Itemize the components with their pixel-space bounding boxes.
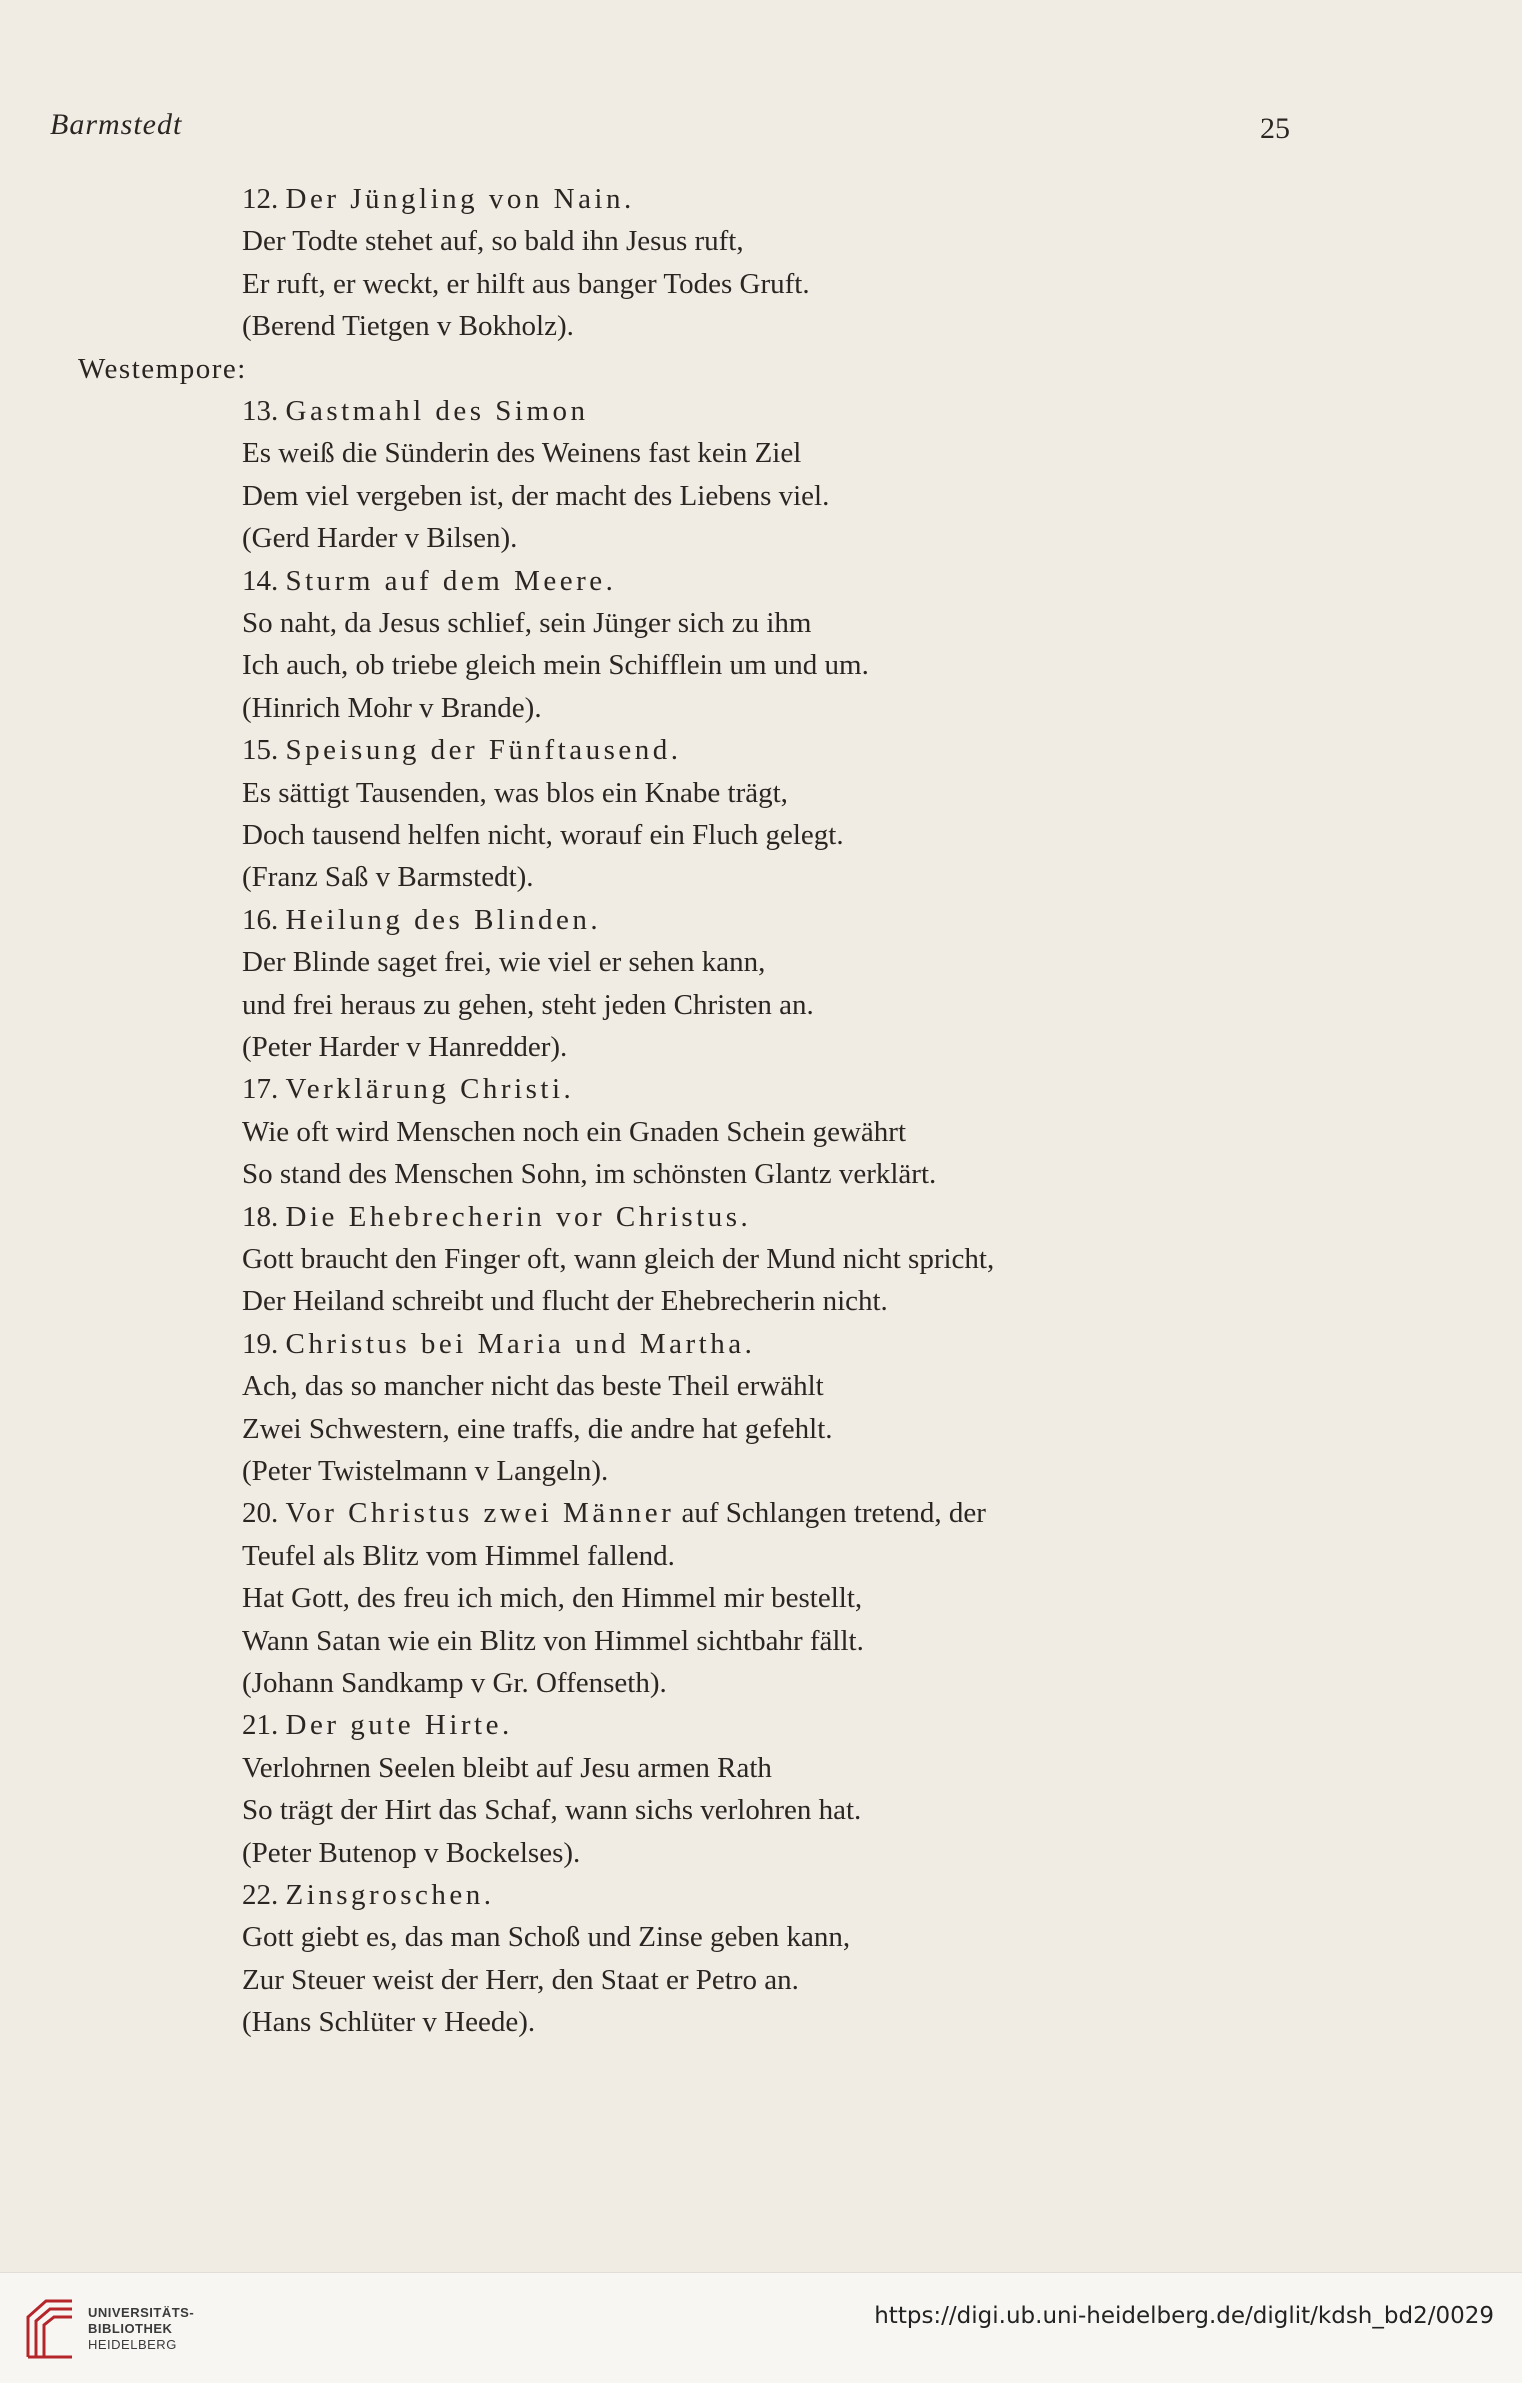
entry-number: 13. — [242, 395, 279, 427]
entry-title: Christus bei Maria und Martha. — [285, 1327, 756, 1360]
entry-title-line — [242, 1196, 751, 1238]
text-line: (Peter Harder v Hanredder). — [242, 1031, 568, 1063]
entry-title-line — [242, 178, 635, 220]
page-number: 25 — [1260, 112, 1290, 145]
entry-number: 18. — [242, 1200, 279, 1233]
entry-title-line — [242, 390, 589, 432]
permalink-url[interactable]: https://digi.ub.uni-heidelberg.de/diglit/kdsh_bd2/0029 — [874, 2303, 1494, 2329]
running-title: Barmstedt — [50, 108, 183, 141]
entry-number: 14. — [242, 564, 279, 597]
text-line: Der Heiland schreibt und flucht der Ehebrecherin nicht. — [242, 1285, 888, 1318]
text-line: Es sättigt Tausenden, was blos ein Knabe trägt, — [242, 776, 788, 809]
text-line: (Berend Tietgen v Bokholz). — [242, 310, 574, 343]
entry-title-line — [242, 1704, 513, 1746]
entry-title: Gastmahl des Simon — [285, 395, 589, 427]
entry-title: Der Jüngling von Nain. — [285, 183, 635, 215]
entry-title: Vor Christus zwei Männer — [285, 1497, 675, 1530]
entry-title-line — [242, 1068, 574, 1110]
entry-number: 21. — [242, 1709, 279, 1742]
viewer-footer — [0, 2272, 1522, 2383]
entry-number: 17. — [242, 1073, 279, 1106]
entry-title-line — [242, 560, 616, 602]
text-line: So naht, da Jesus schlief, sein Jünger sich zu ihm — [242, 607, 812, 639]
text-line: Er ruft, er weckt, er hilft aus banger Todes Gruft. — [242, 267, 810, 300]
entry-title-line — [242, 1492, 986, 1534]
text-line: Hat Gott, des freu ich mich, den Himmel mir bestellt, — [242, 1582, 863, 1615]
text-line: Teufel als Blitz vom Himmel fallend. — [242, 1539, 675, 1572]
text-line: (Peter Butenop v Bockelses). — [242, 1836, 581, 1869]
text-line: Es weiß die Sünderin des Weinens fast kein Ziel — [242, 437, 802, 470]
text-line: So stand des Menschen Sohn, im schönsten Glantz verklärt. — [242, 1158, 937, 1191]
entry-title: Zinsgroschen. — [285, 1879, 495, 1911]
entry-number: 16. — [242, 903, 279, 936]
text-line: (Gerd Harder v Bilsen). — [242, 522, 518, 555]
entry-number: 12. — [242, 183, 279, 215]
text-line: Doch tausend helfen nicht, worauf ein Fluch gelegt. — [242, 819, 844, 851]
entry-title-line — [242, 1874, 495, 1916]
library-logo-icon — [20, 2291, 80, 2363]
entry-title: Sturm auf dem Meere. — [285, 564, 617, 597]
text-line: So trägt der Hirt das Schaf, wann sichs verlohren hat. — [242, 1794, 862, 1827]
text-line: Der Todte stehet auf, so bald ihn Jesus ruft, — [242, 225, 744, 258]
text-line: Verlohrnen Seelen bleibt auf Jesu armen Rath — [242, 1751, 772, 1784]
entry-number: 22. — [242, 1879, 279, 1911]
text-line: Zwei Schwestern, eine traffs, die andre hat gefehlt. — [242, 1412, 833, 1445]
text-line: (Johann Sandkamp v Gr. Offenseth). — [242, 1667, 667, 1699]
entry-title-line — [242, 899, 601, 941]
library-name: UNIVERSITÄTS- BIBLIOTHEK HEIDELBERG — [88, 2305, 195, 2352]
entry-number: 15. — [242, 734, 279, 767]
text-line: und frei heraus zu gehen, steht jeden Christen an. — [242, 988, 814, 1021]
text-line: (Hinrich Mohr v Brande). — [242, 691, 542, 724]
text-line: Wann Satan wie ein Blitz von Himmel sichtbahr fällt. — [242, 1624, 864, 1657]
text-line: (Hans Schlüter v Heede). — [242, 2006, 536, 2039]
text-line: Der Blinde saget frei, wie viel er sehen kann, — [242, 946, 766, 979]
entry-title-line — [242, 1323, 755, 1365]
entry-title-line — [242, 729, 682, 771]
section-heading: Westempore: — [78, 352, 247, 385]
entry-title-rest: auf Schlangen tretend, der — [681, 1497, 986, 1530]
entry-number: 19. — [242, 1327, 279, 1360]
text-line: Ach, das so mancher nicht das beste Theil erwählt — [242, 1370, 824, 1403]
entry-title: Heilung des Blinden. — [285, 903, 602, 936]
entry-title: Die Ehebrecherin vor Christus. — [285, 1200, 752, 1233]
text-line: Ich auch, ob triebe gleich mein Schifflein um und um. — [242, 649, 869, 682]
text-line: Dem viel vergeben ist, der macht des Liebens viel. — [242, 479, 830, 512]
text-line: Wie oft wird Menschen noch ein Gnaden Schein gewährt — [242, 1115, 907, 1148]
entry-number: 20. — [242, 1497, 279, 1530]
text-line: (Peter Twistelmann v Langeln). — [242, 1455, 609, 1487]
text-line: Gott braucht den Finger oft, wann gleich der Mund nicht spricht, — [242, 1243, 995, 1275]
text-line: (Franz Saß v Barmstedt). — [242, 861, 534, 894]
text-line: Gott giebt es, das man Schoß und Zinse geben kann, — [242, 1921, 851, 1954]
text-line: Zur Steuer weist der Herr, den Staat er Petro an. — [242, 1963, 799, 1996]
entry-title: Der gute Hirte. — [285, 1709, 513, 1742]
entry-title: Speisung der Fünftausend. — [285, 734, 682, 767]
entry-title: Verklärung Christi. — [285, 1073, 575, 1106]
